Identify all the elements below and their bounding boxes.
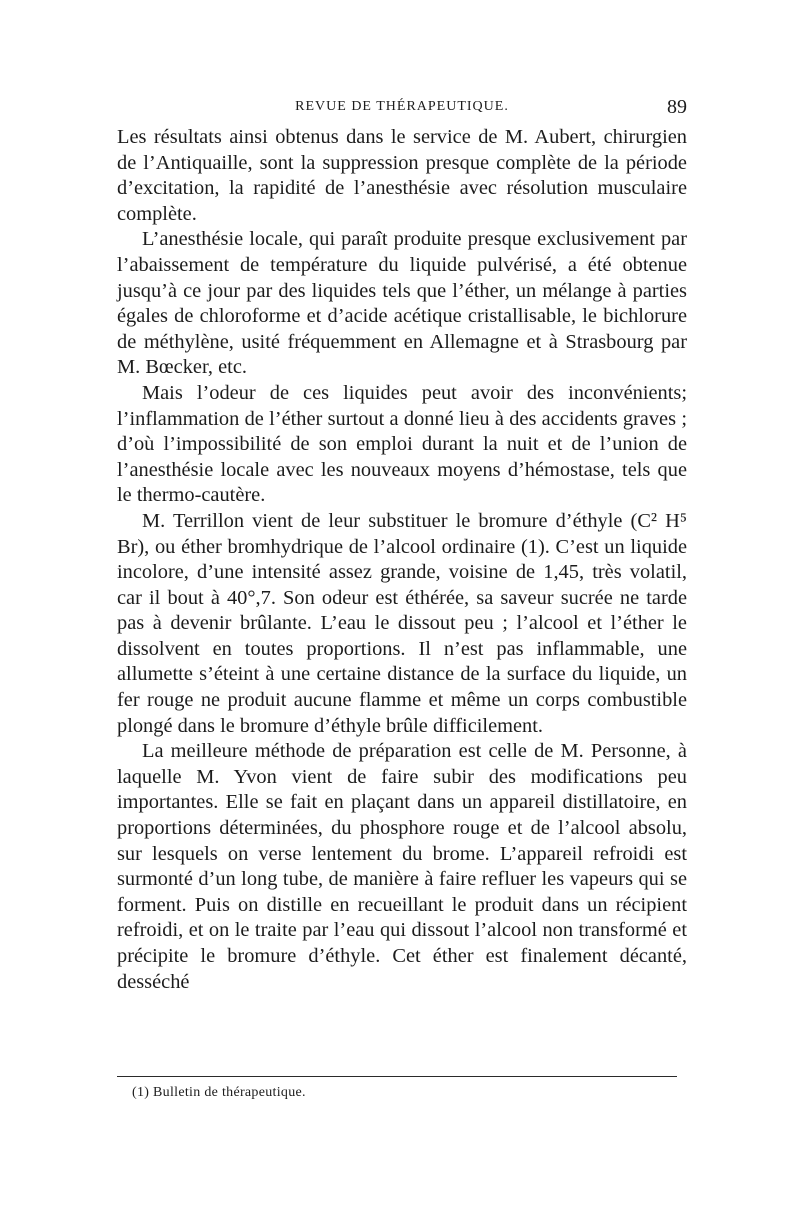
footnote-rule [117,1076,677,1077]
paragraph-3: Mais l’odeur de ces liquides peut avoir des inconvénients; l’inflammation de l’éther surtout a donné lieu à des accidents graves ; d’où l’impossibilité de son emploi durant la nuit et de l’union de l’anesthésie locale avec les nouveaux moyens d’hémostase, tels que le thermo-cautère. [117,381,687,507]
page-number: 89 [667,96,687,118]
body-text [117,125,687,995]
paragraph-4: M. Terrillon vient de leur substituer le bromure d’éthyle (C² H⁵ Br), ou éther bromhydrique de l’alcool ordinaire (1). C’est un liquide incolore, d’une intensité assez grande, voisine de 1,45, très volatil, car il bout à 40°,7. Son odeur est éthérée, sa saveur sucrée ne tarde pas à devenir brûlante. L’eau le dissout peu ; l’alcool et l’éther le dissolvent en toutes proportions. Il n’est pas inflammable, une allumette s’éteint à une certaine distance de la surface du liquide, un fer rouge ne produit aucune flamme et même un corps combustible plongé dans le bromure d’éthyle brûle difficilement. [117,509,687,737]
paragraph-2: L’anesthésie locale, qui paraît produite presque exclusivement par l’abaissement de température du liquide pulvérisé, a été obtenue jusqu’à ce jour par des liquides tels que l’éther, un mélange à parties égales de chloroforme et d’acide acétique cristallisable, le bichlorure de méthylène, usité fréquemment en Allemagne et à Strasbourg par M. Bœcker, etc. [117,228,687,379]
running-title: REVUE DE THÉRAPEUTIQUE. [295,99,509,114]
paragraph-1: Les résultats ainsi obtenus dans le service de M. Aubert, chirurgien de l’Antiquaille, sont la suppression presque complète de la période d’excitation, la rapidité de l’anesthésie avec résolution musculaire complète. [117,126,687,225]
paragraph-5: La meilleure méthode de préparation est celle de M. Personne, à laquelle M. Yvon vient de faire subir des modifications peu importantes. Elle se fait en plaçant dans un appareil distillatoire, en proportions déterminées, du phosphore rouge et de l’alcool absolu, sur lesquels on verse lentement du brome. L’appareil refroidi est surmonté d’un long tube, de manière à faire refluer les vapeurs qui se forment. Puis on distille en recueillant le produit dans un récipient refroidi, et on le traite par l’eau qui dissout l’alcool non transformé et précipite le bromure d’éthyle. Cet éther est finalement décanté, desséché [117,740,687,993]
footnote: (1) Bulletin de thérapeutique. [132,1085,306,1100]
running-head [117,96,687,120]
